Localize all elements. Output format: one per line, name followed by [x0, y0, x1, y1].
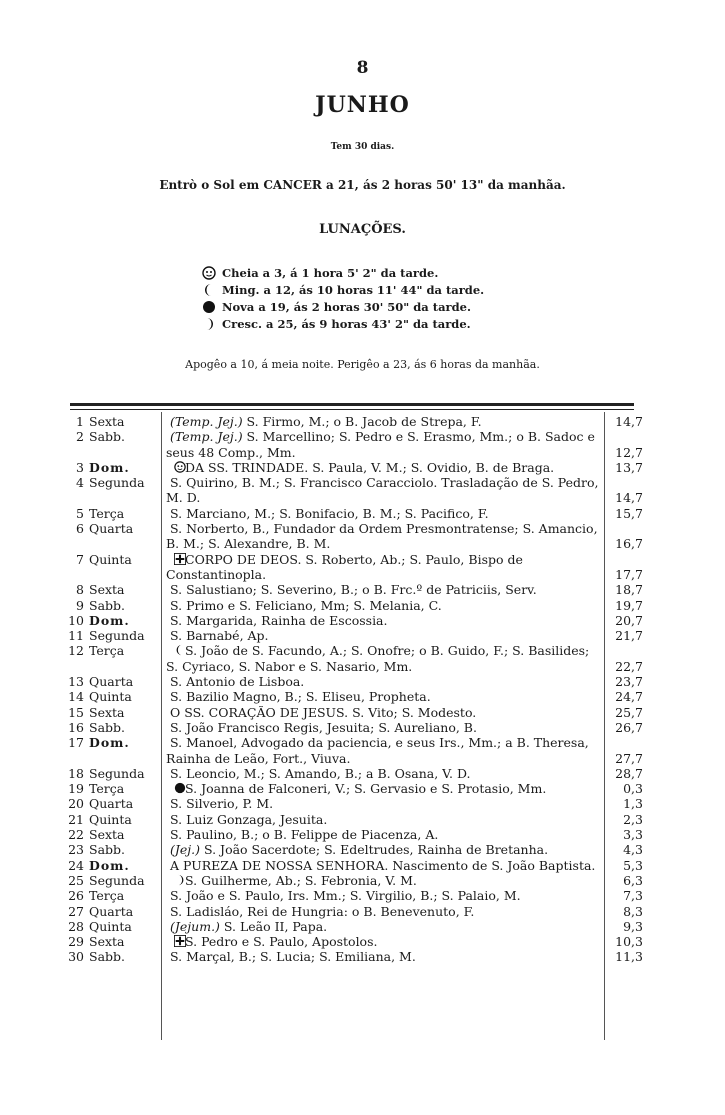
day-description [166, 460, 602, 475]
saints-text: S. Silverio, P. M. [170, 796, 274, 812]
day-number: 17 [68, 735, 84, 751]
cross-icon [170, 553, 182, 565]
weekday: Sabb. [89, 719, 125, 735]
day-number: 19 [68, 781, 84, 797]
table-row [0, 888, 725, 903]
day-number: 10 [68, 612, 84, 628]
moon-age-value: 6,3 [623, 872, 643, 888]
table-row [0, 598, 725, 613]
day-number: 12 [68, 643, 84, 659]
weekday: Quinta [89, 689, 132, 705]
day-number: 25 [68, 872, 84, 888]
saints-text: S. Firmo, M.; o B. Jacob de Strepa, F. [242, 414, 482, 429]
moon-age-value: 19,7 [615, 597, 643, 613]
day-number: 23 [68, 842, 84, 858]
saints-text: S. Leoncio, M.; S. Amando, B.; a B. Osana, V. D. [170, 765, 471, 781]
day-number: 14 [68, 689, 84, 705]
weekday: Segunda [89, 872, 145, 888]
day-description [166, 735, 602, 766]
day-description [166, 812, 602, 827]
day-number: 4 [76, 475, 84, 491]
day-number: 29 [68, 934, 84, 950]
saints-text: S. Guilherme, Ab.; S. Febronia, V. M. [185, 872, 417, 888]
weekday: Quinta [89, 811, 132, 827]
day-description [166, 919, 602, 934]
day-description [166, 475, 602, 506]
day-description [166, 552, 602, 583]
saints-text: S. Joanna de Falconeri, V.; S. Gervasio e S. Protasio, Mm. [185, 781, 547, 797]
table-row [0, 521, 725, 552]
day-description [166, 873, 602, 888]
weekday: Terça [89, 781, 125, 797]
table-row [0, 460, 725, 475]
day-number: 7 [76, 551, 84, 567]
table-row [0, 796, 725, 811]
table-row [0, 429, 725, 460]
weekday: Dom. [89, 459, 130, 475]
day-description [166, 720, 602, 735]
saints-text: S. Margarida, Rainha de Escossia. [170, 612, 388, 628]
moon-age-value: 22,7 [615, 658, 643, 674]
moon-age-value: 23,7 [615, 674, 643, 690]
day-number: 16 [68, 719, 84, 735]
weekday: Sexta [89, 582, 125, 598]
moon-age-value: 12,7 [615, 444, 643, 460]
weekday: Terça [89, 505, 125, 521]
moon-age-value: 1,3 [623, 796, 643, 812]
table-row [0, 827, 725, 842]
weekday: Sabb. [89, 842, 125, 858]
saints-text: S. João de S. Facundo, A.; S. Onofre; o B. Guido, F.; S. Basilides; S. Cyriaco, S. Nabor e S. Nasario, Mm. [166, 643, 590, 674]
weekday: Quarta [89, 796, 134, 812]
weekday: Quinta [89, 918, 132, 934]
table-row [0, 720, 725, 735]
day-number: 6 [76, 521, 84, 537]
moon-age-value: 24,7 [615, 689, 643, 705]
table-row [0, 858, 725, 873]
moon-age-value: 13,7 [615, 459, 643, 475]
saints-text: S. Manoel, Advogado da paciencia, e seus Irs., Mm.; a B. Theresa, Rainha de Leão, Fort., Viuva. [166, 735, 589, 766]
day-description [166, 766, 602, 781]
fast-note: (Jej.) [170, 842, 201, 858]
moon-age-value: 21,7 [615, 628, 643, 644]
day-description [166, 842, 602, 857]
table-row [0, 582, 725, 597]
day-description [166, 521, 602, 552]
day-description [166, 628, 602, 643]
day-description [166, 705, 602, 720]
moon-age-value: 2,3 [623, 811, 643, 827]
saints-text: S. Pedro e S. Paulo, Apostolos. [185, 934, 378, 950]
day-number: 9 [76, 597, 84, 613]
saints-text: S. Paulino, B.; o B. Felippe de Piacenza, A. [170, 827, 439, 843]
fast-note: (Temp. Jej.) [170, 414, 243, 429]
table-row [0, 873, 725, 888]
lunation-last-quarter [202, 281, 532, 298]
day-description [166, 643, 602, 674]
weekday: Quarta [89, 674, 134, 690]
rule-thick [70, 403, 634, 406]
moon-age-value: 25,7 [615, 704, 643, 720]
month-title: JUNHO [315, 92, 410, 118]
day-description [166, 949, 602, 964]
moon-age-value: 14,7 [615, 490, 643, 506]
day-description [166, 674, 602, 689]
moon-age-value: 26,7 [615, 719, 643, 735]
moon-age-value: 7,3 [623, 888, 643, 904]
saints-text: S. Marçal, B.; S. Lucia; S. Emiliana, M. [170, 949, 416, 965]
table-row [0, 949, 725, 964]
saints-text: S. Leão II, Papa. [219, 918, 328, 934]
day-description [166, 414, 602, 429]
saints-text: S. Marciano, M.; S. Bonifacio, B. M.; S. Pacifico, F. [170, 505, 489, 521]
weekday: Quarta [89, 903, 134, 919]
moon-age-value: 16,7 [615, 536, 643, 552]
day-number: 11 [68, 628, 84, 644]
table-row [0, 613, 725, 628]
fast-note: (Temp. Jej.) [170, 429, 243, 445]
table-row [0, 475, 725, 506]
saints-text: S. Barnabé, Ap. [170, 628, 269, 644]
day-description [166, 613, 602, 628]
fast-note: (Jejum.) [170, 918, 220, 934]
table-row [0, 812, 725, 827]
new-moon-icon [170, 782, 182, 794]
day-number: 2 [76, 429, 84, 445]
moon-age-value: 0,3 [623, 781, 643, 797]
day-number: 24 [68, 857, 84, 873]
weekday: Segunda [89, 765, 145, 781]
day-description [166, 781, 602, 796]
last-quarter-moon-icon [170, 644, 182, 656]
rule-thin [70, 409, 634, 410]
table-row [0, 643, 725, 674]
moon-age-value: 11,3 [615, 949, 643, 965]
moon-age-value: 10,3 [615, 934, 643, 950]
moon-age-value: 17,7 [615, 566, 643, 582]
day-description [166, 506, 602, 521]
saints-text: S. João Sacerdote; S. Edeltrudes, Rainha de Bretanha. [200, 842, 549, 858]
weekday: Sabb. [89, 949, 125, 965]
saints-text: S. Primo e S. Feliciano, Mm; S. Melania, C. [170, 597, 442, 613]
day-description [166, 934, 602, 949]
table-row [0, 414, 725, 429]
table-row [0, 506, 725, 521]
day-number: 22 [68, 827, 84, 843]
cross-icon [170, 935, 182, 947]
weekday: Dom. [89, 857, 130, 873]
lunation-full [202, 264, 532, 281]
saints-text: DA SS. TRINDADE. S. Paula, V. M.; S. Ovidio, B. de Braga. [185, 459, 555, 475]
sun-entry: Entrò o Sol em CANCER a 21, ás 2 horas 50' 13" da manhãa. [159, 178, 566, 192]
days-count: Tem 30 dias. [330, 142, 395, 152]
apogee-perigee: Apogêo a 10, á meia noite. Perigêo a 23, ás 6 horas da manhãa. [185, 358, 540, 371]
day-number: 15 [68, 704, 84, 720]
table-row [0, 781, 725, 796]
table-row [0, 934, 725, 949]
day-description [166, 582, 602, 597]
day-number: 20 [68, 796, 84, 812]
table-row [0, 735, 725, 766]
table-row [0, 919, 725, 934]
day-number: 26 [68, 888, 84, 904]
saints-text: S. Antonio de Lisboa. [170, 674, 305, 690]
day-number: 21 [68, 811, 84, 827]
weekday: Sexta [89, 704, 125, 720]
first-quarter-moon-icon [170, 874, 182, 886]
weekday: Segunda [89, 475, 145, 491]
first-quarter-moon-icon [202, 317, 216, 331]
lunation-first-quarter [202, 315, 532, 332]
full-moon-icon [170, 461, 182, 473]
table-row [0, 842, 725, 857]
day-number: 30 [68, 949, 84, 965]
weekday: Sexta [89, 414, 125, 429]
saints-text: CORPO DE DEOS. S. Roberto, Ab.; S. Paulo, Bispo de Constantinopla. [166, 551, 523, 582]
moon-age-value: 3,3 [623, 827, 643, 843]
day-description [166, 827, 602, 842]
weekday: Quarta [89, 521, 134, 537]
table-row [0, 766, 725, 781]
saints-text: S. Ladisláo, Rei de Hungria: o B. Benevenuto, F. [170, 903, 475, 919]
saints-text: O SS. CORAÇÃO DE JESUS. S. Vito; S. Modesto. [170, 704, 477, 720]
lunation-new [202, 298, 532, 315]
weekday: Dom. [89, 735, 130, 751]
weekday: Sabb. [89, 597, 125, 613]
weekday: Quinta [89, 551, 132, 567]
moon-age-value: 20,7 [615, 612, 643, 628]
moon-age-value: 18,7 [615, 582, 643, 598]
day-number: 5 [76, 505, 84, 521]
table-row [0, 628, 725, 643]
table-row [0, 552, 725, 583]
new-moon-icon [202, 300, 216, 314]
weekday: Sexta [89, 934, 125, 950]
day-number: 13 [68, 674, 84, 690]
day-number: 1 [76, 414, 84, 429]
day-number: 18 [68, 765, 84, 781]
day-description [166, 888, 602, 903]
last-quarter-moon-icon [202, 283, 216, 297]
weekday: Segunda [89, 628, 145, 644]
day-description [166, 858, 602, 873]
saints-text: S. Marcellino; S. Pedro e S. Erasmo, Mm.; o B. Sadoc e seus 48 Comp., Mm. [166, 429, 595, 460]
day-number: 8 [76, 582, 84, 598]
saints-text: S. Norberto, B., Fundador da Ordem Presmontratense; S. Amancio, B. M.; S. Alexandre, B. M. [166, 521, 598, 552]
lunation-text: Cresc. a 25, ás 9 horas 43' 2" da tarde. [222, 316, 471, 331]
lunation-text: Ming. a 12, ás 10 horas 11' 44" da tarde. [222, 282, 485, 297]
table-row [0, 689, 725, 704]
day-description [166, 796, 602, 811]
weekday: Sabb. [89, 429, 125, 445]
lunation-text: Cheia a 3, á 1 hora 5' 2" da tarde. [222, 265, 439, 280]
table-row [0, 674, 725, 689]
saints-text: S. Quirino, B. M.; S. Francisco Caracciolo. Trasladação de S. Pedro, M. D. [166, 475, 599, 506]
day-description [166, 598, 602, 613]
day-description [166, 429, 602, 460]
lunations-title: LUNAÇÕES. [319, 222, 406, 237]
saints-text: S. João Francisco Regis, Jesuita; S. Aureliano, B. [170, 719, 477, 735]
day-number: 28 [68, 918, 84, 934]
moon-age-value: 8,3 [623, 903, 643, 919]
moon-age-value: 15,7 [615, 505, 643, 521]
table-row [0, 705, 725, 720]
moon-age-value: 28,7 [615, 765, 643, 781]
moon-age-value: 27,7 [615, 750, 643, 766]
lunation-text: Nova a 19, ás 2 horas 30' 50" da tarde. [222, 299, 471, 314]
weekday: Dom. [89, 612, 130, 628]
full-moon-icon [202, 266, 216, 280]
moon-age-value: 4,3 [623, 842, 643, 858]
moon-age-value: 14,7 [615, 414, 643, 429]
saints-text: S. Luiz Gonzaga, Jesuita. [170, 811, 328, 827]
saints-text: S. João e S. Paulo, Irs. Mm.; S. Virgilio, B.; S. Palaio, M. [170, 888, 521, 904]
saints-text: A PUREZA DE NOSSA SENHORA. Nascimento de S. João Baptista. [170, 857, 596, 873]
weekday: Terça [89, 643, 125, 659]
weekday: Sexta [89, 827, 125, 843]
moon-age-value: 5,3 [623, 857, 643, 873]
weekday: Terça [89, 888, 125, 904]
page-number: 8 [356, 58, 369, 78]
calendar-rows [0, 414, 725, 965]
day-description [166, 689, 602, 704]
day-description [166, 904, 602, 919]
day-number: 27 [68, 903, 84, 919]
table-row [0, 904, 725, 919]
lunations-list [202, 264, 532, 332]
day-number: 3 [76, 459, 84, 475]
moon-age-value: 9,3 [623, 918, 643, 934]
saints-text: S. Bazilio Magno, B.; S. Eliseu, Propheta. [170, 689, 431, 705]
saints-text: S. Salustiano; S. Severino, B.; o B. Frc.º de Patriciis, Serv. [170, 582, 537, 598]
